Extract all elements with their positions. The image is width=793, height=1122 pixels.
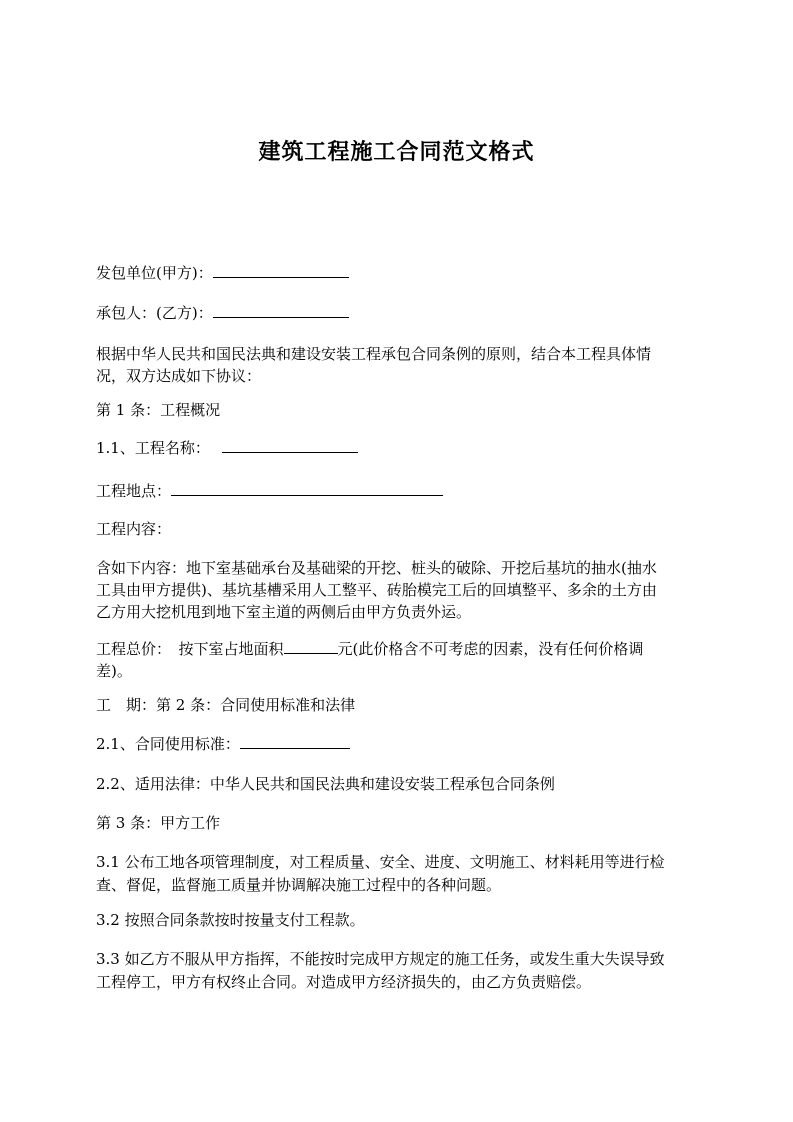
price-blank[interactable] xyxy=(284,638,338,654)
project-content-label: 工程内容： xyxy=(96,520,172,538)
document-title: 建筑工程施工合同范文格式 xyxy=(258,140,535,165)
item-3-3-line-2: 工程停工，甲方有权终止合同。对造成甲方经济损失的，由乙方负责赔偿。 xyxy=(96,973,592,991)
item-3-2: 3.2 按照合同条款按时按量支付工程款。 xyxy=(96,911,365,929)
applicable-law-line: 2.2、适用法律：中华人民共和国民法典和建设安装工程承包合同条例 xyxy=(96,775,555,793)
contract-standard-label: 2.1、合同使用标准： xyxy=(96,735,240,753)
price-line-2: 差)。 xyxy=(96,662,132,680)
article-3-heading: 第 3 条：甲方工作 xyxy=(96,814,221,832)
contract-standard-blank[interactable] xyxy=(240,733,350,749)
price-suffix: 元(此价格含不可考虑的因素，没有任何价格调 xyxy=(337,640,644,658)
project-name-line xyxy=(96,437,706,459)
item-3-1-line-1: 3.1 公布工地各项管理制度，对工程质量、安全、进度、文明施工、材料耗用等进行检 xyxy=(96,853,665,871)
party-b-line xyxy=(96,302,706,324)
item-3-1-line-2: 查、督促，监督施工质量并协调解决施工过程中的各种问题。 xyxy=(96,876,502,894)
article-2-heading: 工 期：第 2 条：合同使用标准和法律 xyxy=(96,696,356,714)
party-a-line xyxy=(96,262,706,284)
intro-line-1: 根据中华人民共和国民法典和建设安装工程承包合同条例的原则，结合本工程具体情 xyxy=(96,345,652,363)
project-location-line xyxy=(96,480,706,502)
price-prefix: 工程总价： 按下室占地面积 xyxy=(96,640,284,658)
project-location-label: 工程地点： xyxy=(96,482,172,500)
intro-line-2: 况，双方达成如下协议： xyxy=(96,367,262,385)
party-a-label: 发包单位(甲方)： xyxy=(96,264,213,282)
contract-standard-line xyxy=(96,733,706,755)
content-line-1: 含如下内容：地下室基础承台及基础梁的开挖、桩头的破除、开挖后基坑的抽水(抽水 xyxy=(96,559,657,577)
party-b-label: 承包人：(乙方)： xyxy=(96,304,213,322)
project-name-label: 1.1、工程名称： xyxy=(96,439,210,457)
content-line-2: 工具由甲方提供)、基坑基槽采用人工整平、砖胎模完工后的回填整平、多余的土方由 xyxy=(96,581,657,599)
item-3-3-line-1: 3.3 如乙方不服从甲方指挥，不能按时完成甲方规定的施工任务，或发生重大失误导致 xyxy=(96,950,665,968)
price-line-1 xyxy=(96,638,706,660)
party-b-blank[interactable] xyxy=(213,302,349,318)
party-a-blank[interactable] xyxy=(213,262,349,278)
project-name-blank[interactable] xyxy=(222,437,358,453)
project-location-blank[interactable] xyxy=(171,480,443,496)
article-1-heading: 第 1 条：工程概况 xyxy=(96,401,221,419)
content-line-3: 乙方用大挖机甩到地下室主道的两侧后由甲方负责外运。 xyxy=(96,603,472,621)
